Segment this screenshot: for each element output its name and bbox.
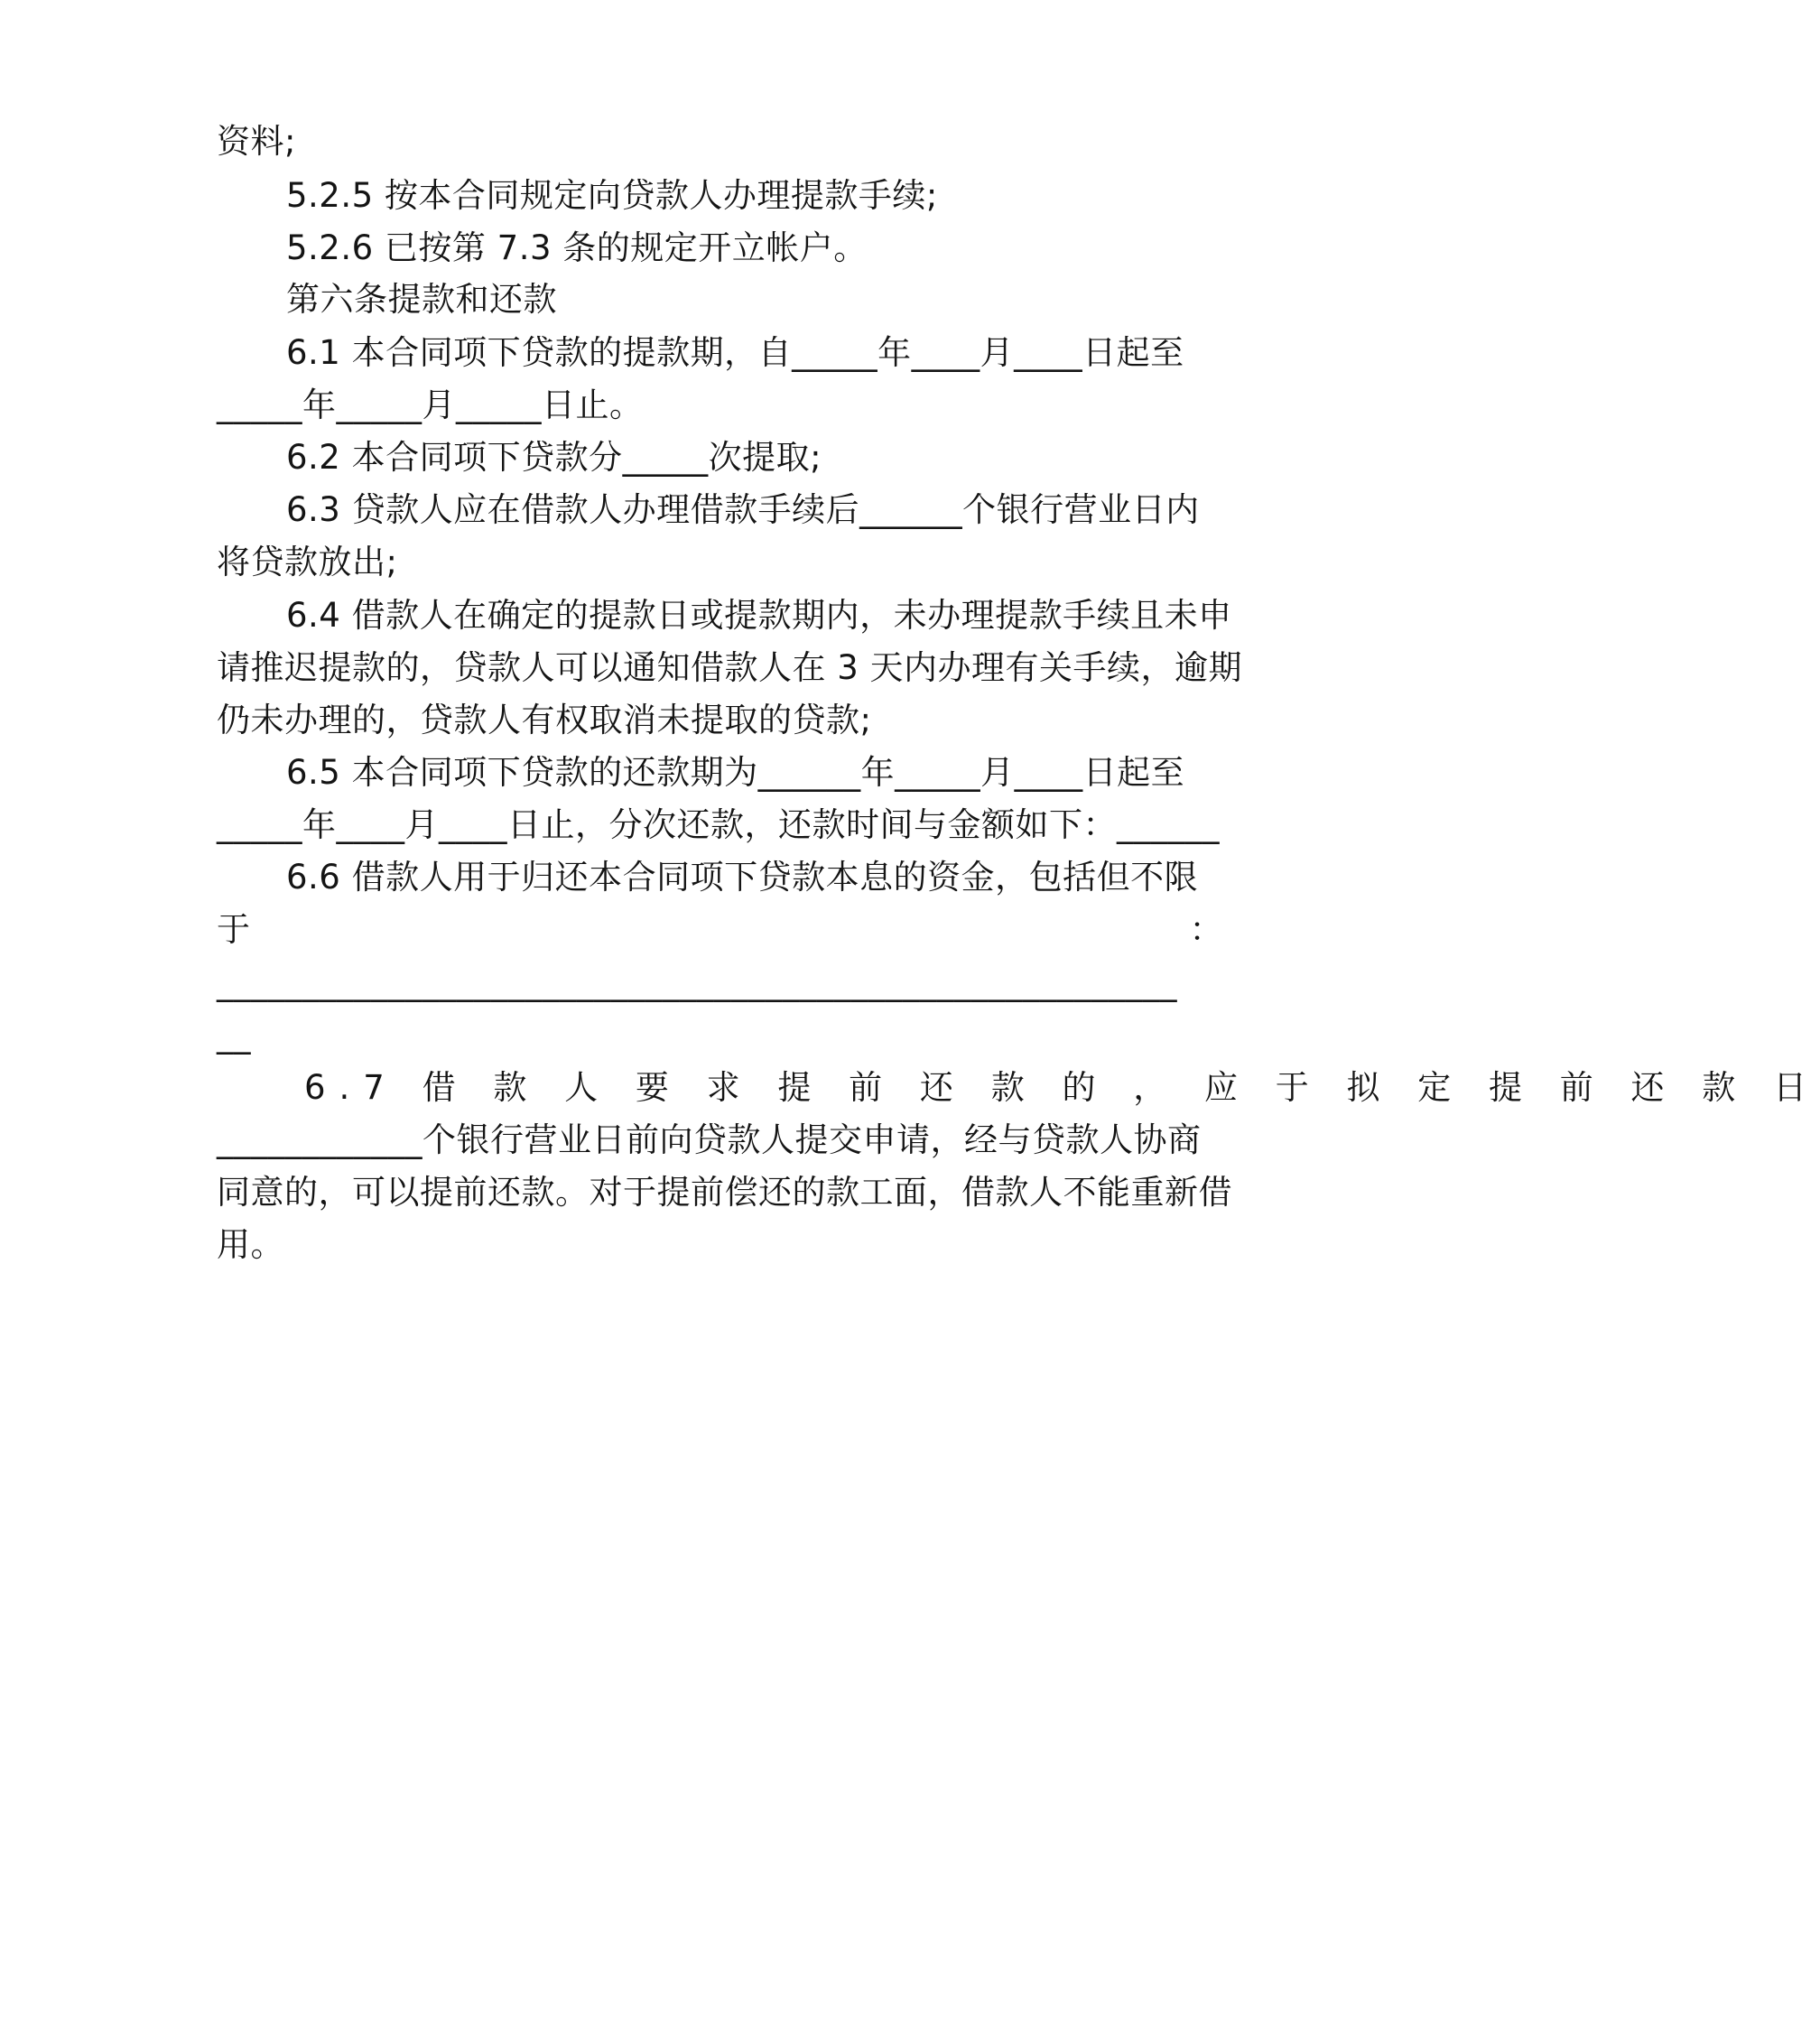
clause-6-6: 6.6 借款人用于归还本合同项下贷款本息的资金，包括但不限 <box>286 858 1199 897</box>
clause-6-4-cont-2: 仍未办理的，贷款人有权取消未提取的贷款; <box>217 701 872 739</box>
clause-6-3-cont: 将贷款放出; <box>217 543 398 581</box>
clause-6-6-cont-left: 于 <box>217 910 251 949</box>
clause-6-7-cont-1: ____________个银行营业日前向贷款人提交申请，经与贷款人协商 <box>217 1120 1202 1159</box>
clause-6-7-cont-3: 用。 <box>217 1225 284 1264</box>
article-6-heading: 第六条提款和还款 <box>286 280 557 319</box>
clause-5-2-5: 5.2.5 按本合同规定向贷款人办理提款手续; <box>286 176 938 215</box>
clause-6-1: 6.1 本合同项下贷款的提款期，自_____年____月____日起至 <box>286 333 1184 372</box>
clause-6-4: 6.4 借款人在确定的提款日或提款期内，未办理提款手续且未申 <box>286 596 1232 635</box>
clause-6-7: 6.7 借 款 人 要 求 提 前 还 款 的 ， 应 于 拟 定 提 前 还 款 日 <box>304 1068 1820 1107</box>
clause-6-4-cont-1: 请推迟提款的，贷款人可以通知借款人在 3 天内办理有关手续，逾期 <box>217 648 1243 687</box>
text-line-1: 资料; <box>217 122 296 161</box>
clause-6-3: 6.3 贷款人应在借款人办理借款手续后______个银行营业日内 <box>286 490 1200 529</box>
clause-6-6-cont-right: ： <box>1189 910 1223 949</box>
clause-6-5: 6.5 本合同项下贷款的还款期为______年_____月____日起至 <box>286 753 1185 792</box>
clause-6-6-cont <box>217 907 1223 953</box>
clause-5-2-6: 5.2.6 已按第 7.3 条的规定开立帐户。 <box>286 228 868 267</box>
clause-6-1-cont: _____年_____月_____日止。 <box>217 386 644 424</box>
clause-6-2: 6.2 本合同项下贷款分_____次提取; <box>286 438 822 477</box>
blank-line-short: __ <box>217 1016 251 1055</box>
clause-6-7-cont-2: 同意的，可以提前还款。对于提前偿还的款工面，借款人不能重新借 <box>217 1173 1232 1212</box>
blank-line-long: ________________________________________________________ <box>217 963 1177 1002</box>
clause-6-5-cont: _____年____月____日止，分次还款，还款时间与金额如下：______ <box>217 805 1220 844</box>
